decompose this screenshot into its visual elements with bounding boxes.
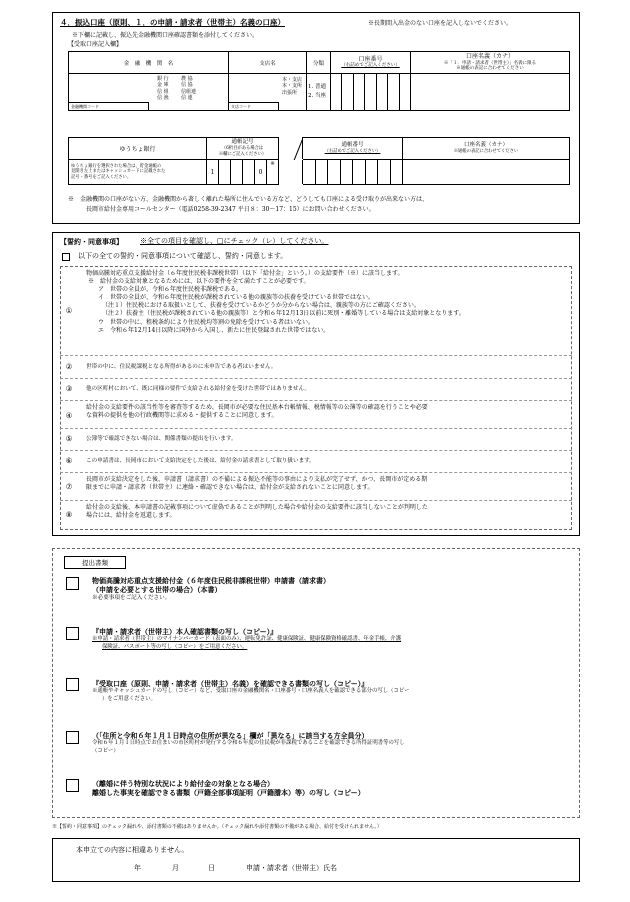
pledge-header: 【誓約・同意事項】 (60, 237, 123, 246)
pledge-item-7: 長岡市が支給決定をした後、申請書（請求書）の不備による振込不能等の事由により支払が完了せず、かつ、長岡市が定める期 限までに申請・請求者（世帯主）に連絡・確認できない場合は、給付金が支給されないことに同意します。 (86, 476, 428, 492)
th-yucho-number: 通帳番号 （右詰めでご記入ください） (303, 138, 403, 160)
section4-title: ４．振込口座（原則、１．の申請・請求者（世帯主）名義の口座） (60, 18, 285, 27)
doc-3: 『受取口座（原則、申請・請求者（世帯主）名義）を確認できる書類の写し（コピー）』 ※通帳やキャッシュカードの写し（コピー）など、受取口座の金融機関名・口座番号・口座名義人を確認できる部分の写し（コピー ）をご用意ください。 (92, 679, 410, 702)
signer-name-field[interactable] (360, 858, 570, 876)
pledge-item-1: 物価高騰対応重点支援給付金（６年度住民税非課税世帯）（以下「給付金」という。）の支給要件（※）に該当します。 ※ 給付金の支給対象となるためには、以下の要件を全て満たすことが必要です。 ア 世帯の全員が、令和６年度住民税非課税である。 イ 世帯の全員が、令和６年度住民税が課税されている他の親族等の扶養を受けている世帯ではない。 （注１）住民税における取扱いとして、扶養を受けているかどうか分からない場合は、親族等の方にご確認ください。 （注２）扶養主（住民税が課税されている他の親族等）と令和６年12月13日以前に死別・離婚等している場合は支給対象となります。 ウ 世帯の中に、租税条約により住民税均等割の免除を受けている者はいない。 エ 令和６年12月14日以降に国外から入国し、新たに住民登録された世帯ではない。 (86, 270, 465, 334)
th-yucho-holder: 口座名義（カナ） ※通帳の表記に合わせてください (403, 138, 570, 160)
yucho-instructions: ゆうちょ銀行を選択された場合は、貯金通帳の 見開き左上またはキャッシュカードに記載された 記号・番号をご記入ください。 (69, 160, 207, 185)
doc-2: 『申請・請求者（世帯主）本人確認書類の写し（コピー）』 ※申請・請求者（世帯主）のマイナンバーカード（表面のみ）、運転免許証、健康保険証、健康保険資格確認書、年金手帳、介護 保険証、パスポート等の写し（コピー）をご用意ください。 (92, 627, 402, 650)
signer-name-label: 申請・請求者（世帯主）氏名 (246, 864, 337, 872)
date-year-label: 年 (134, 864, 141, 872)
bank-account-table (68, 51, 570, 111)
no-account-note-2: 長岡市給付金専用コールセンター（電話0258-39-2347 平日８：30〜17：15）にお問い合わせください。 (86, 206, 375, 213)
account-number-digits[interactable] (331, 74, 411, 111)
th-account-holder: 口座名義（カナ） ※「１．申請・請求者（世帯主）」名義に限る ※通帳の表記に合わせてください (411, 52, 570, 74)
yucho-holder-field[interactable] (403, 160, 570, 185)
pledge-item-7-num: ⑦ (65, 482, 73, 491)
section4-frame (52, 12, 580, 224)
date-day-label: 日 (208, 864, 215, 872)
pledge-item-6: この申請書は、長岡市において支給決定をした後は、給付金の請求書として取り扱います。 (86, 458, 315, 464)
account-holder-field[interactable] (411, 74, 570, 111)
pledge-item-8-num: ⑧ (65, 510, 73, 519)
pledge-item-5: 公簿等で確認できない場合は、関係書類の提出を行います。 (86, 436, 237, 442)
yucho-gap (279, 138, 303, 160)
doc-5-checkbox[interactable] (66, 779, 79, 792)
section4-title-note: ※長期間入出金のない口座を記入しないでください。 (368, 20, 513, 27)
branch-name-cell[interactable]: 本・支店 本・支所 出張所 支店コード (229, 74, 307, 111)
declaration-text: 本申立ての内容に相違ありません。 (76, 846, 189, 854)
pledge-item-4: 給付金の支給要件の該当性等を審査等するため、長岡市が必要な住民基本台帳情報、税情報等の公簿等の確認を行うことや必要 な資料の提供を他の行政機関等に求める・提供することに同意します。 (86, 404, 428, 420)
pledge-header-note: ※全ての項目を確認し、□にチェック（レ）してください。 (140, 237, 329, 245)
date-month-label: 月 (172, 864, 179, 872)
yucho-account-table (68, 137, 570, 185)
doc-3-checkbox[interactable] (66, 678, 79, 691)
pledge-item-4-num: ④ (65, 411, 73, 420)
doc-1: 物価高騰対応重点支援給付金（６年度住民税非課税世帯）申請書（請求書） （申請を必要とする世帯の場合）（本書） ※必要事項をご記入ください。 (92, 576, 330, 601)
pledge-item-3-num: ③ (65, 384, 73, 393)
pledge-item-6-num: ⑥ (65, 456, 73, 465)
yucho-number-digits[interactable] (303, 160, 403, 185)
pledge-item-2-num: ② (65, 362, 73, 371)
account-entry-label: 【受取口座記入欄】 (68, 41, 123, 48)
pledge-agree-checkbox[interactable] (62, 253, 70, 261)
th-yucho-symbol: 通帳記号 （6桁目がある場合は ※欄にご記入ください） (207, 138, 279, 160)
th-yucho-bank: ゆうちょ銀行 (69, 138, 207, 160)
doc-4: （「住所と令和６年１月１日時点の住所が異なる」欄が「異なる」に該当する方全員分） 令和６年１月１日時点でお住まいの市区町村が発行する令和６年度の住民税が非課税であることを確認できる所得証明書等の写し （コピー） (92, 731, 405, 754)
docs-header: 提出書類 (64, 556, 126, 569)
no-account-note-1: ※ 金融機関の口座がない方、金融機関から著しく離れた場所に住んでいる方など、どうしても口座による受け取りが出来ない方は、 (68, 196, 429, 203)
section4-sub-note: ※下欄に記載し、振込先金融機関口座確認書類を添付してください。 (72, 32, 259, 39)
pledge-item-8: 給付金の支給後、本申請書の記載事項について虚偽であることが判明した場合や給付金の支給要件に該当しないことが判明した 場合には、給付金を返還します。 (86, 504, 428, 520)
pledge-agree-row[interactable] (62, 252, 287, 261)
doc-1-checkbox[interactable] (66, 577, 79, 590)
pledge-item-5-num: ⑤ (65, 434, 73, 443)
th-branch: 支店名 (229, 52, 307, 74)
yucho-symbol-digits[interactable]: 1 0 ※ (207, 160, 279, 185)
pledge-agree-text: 以下の全ての誓約・同意事項について確認し、誓約・同意します。 (78, 252, 288, 260)
category-cell[interactable]: 1. 普通 2. 当座 (307, 74, 331, 111)
branch-code-field[interactable]: 支店コード (229, 102, 279, 110)
pledge-item-2: 世帯の中に、住民税課税となる所得があるのに未申告である者はいません。 (86, 364, 277, 370)
doc-4-checkbox[interactable] (66, 731, 79, 744)
institution-code-field[interactable]: 金融機関コード (69, 102, 149, 110)
doc-5: （離婚に伴う特別な状況により給付金の対象となる場合） 離婚した事実を確認できる書類（戸籍全部事項証明（戸籍謄本）等）の写し（コピー） (92, 779, 365, 798)
bottom-check-note: ※【誓約・同意事項】のチェック漏れや、添付書類の不備はありませんか。（チェック漏れや添付書類の不備がある場合、給付を受けられません。） (52, 824, 382, 830)
th-account-number: 口座番号 （右詰めでご記入ください） (331, 52, 411, 74)
pledge-item-1-num: ① (65, 306, 73, 315)
doc-2-checkbox[interactable] (66, 627, 79, 640)
th-category: 分類 (307, 52, 331, 74)
pledge-item-3: 他の区町村において、既に同様の要件で支給される給付金を受けた世帯ではありません。 (86, 386, 310, 392)
th-institution: 金 融 機 関 名 (69, 52, 229, 74)
institution-name-cell[interactable]: 銀 行 金 庫 信 組 信 漁 農 協 信 協 信組連 信 連 金融機関コード (69, 74, 229, 111)
